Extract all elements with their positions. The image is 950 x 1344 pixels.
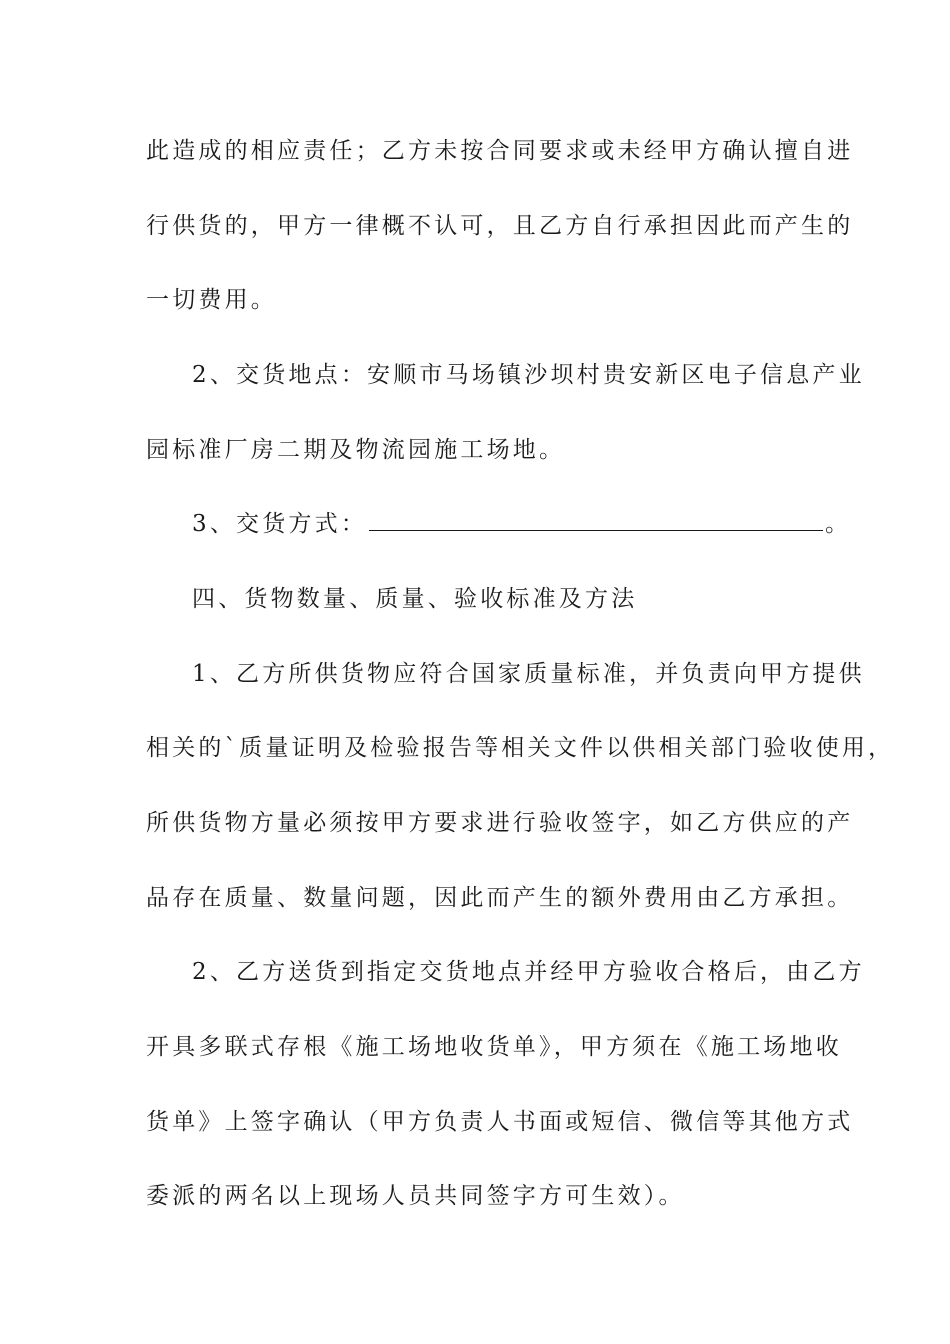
paragraph-line: 1、乙方所供货物应符合国家质量标准，并负责向甲方提供 xyxy=(192,661,865,687)
paragraph-line: 委派的两名以上现场人员共同签字方可生效）。 xyxy=(146,1183,685,1209)
paragraph-line: 品存在质量、数量问题，因此而产生的额外费用由乙方承担。 xyxy=(146,885,854,911)
paragraph-line: 2、乙方送货到指定交货地点并经甲方验收合格后，由乙方 xyxy=(192,959,865,985)
paragraph-line: 此造成的相应责任；乙方未按合同要求或未经甲方确认擅自进 xyxy=(146,138,854,164)
fill-in-blank xyxy=(369,510,823,531)
paragraph-line: 开具多联式存根《施工场地收货单》，甲方须在《施工场地收 xyxy=(146,1034,842,1060)
paragraph-line: 一切费用。 xyxy=(146,287,277,313)
paragraph-line: 货单》上签字确认（甲方负责人书面或短信、微信等其他方式 xyxy=(146,1109,854,1135)
section-heading: 四、货物数量、质量、验收标准及方法 xyxy=(192,586,638,612)
paragraph-line: 园标准厂房二期及物流园施工场地。 xyxy=(146,437,566,463)
delivery-method-label: 3、交货方式： xyxy=(192,511,368,537)
paragraph-line: 相关的`质量证明及检验报告等相关文件以供相关部门验收使用， xyxy=(146,735,895,761)
delivery-location-line: 2、交货地点：安顺市马场镇沙坝村贵安新区电子信息产业 xyxy=(192,362,865,388)
paragraph-line: 所供货物方量必须按甲方要求进行验收签字，如乙方供应的产 xyxy=(146,810,854,836)
delivery-method-line xyxy=(192,509,851,539)
paragraph-line: 行供货的，甲方一律概不认可，且乙方自行承担因此而产生的 xyxy=(146,213,854,239)
period: 。 xyxy=(825,511,852,537)
